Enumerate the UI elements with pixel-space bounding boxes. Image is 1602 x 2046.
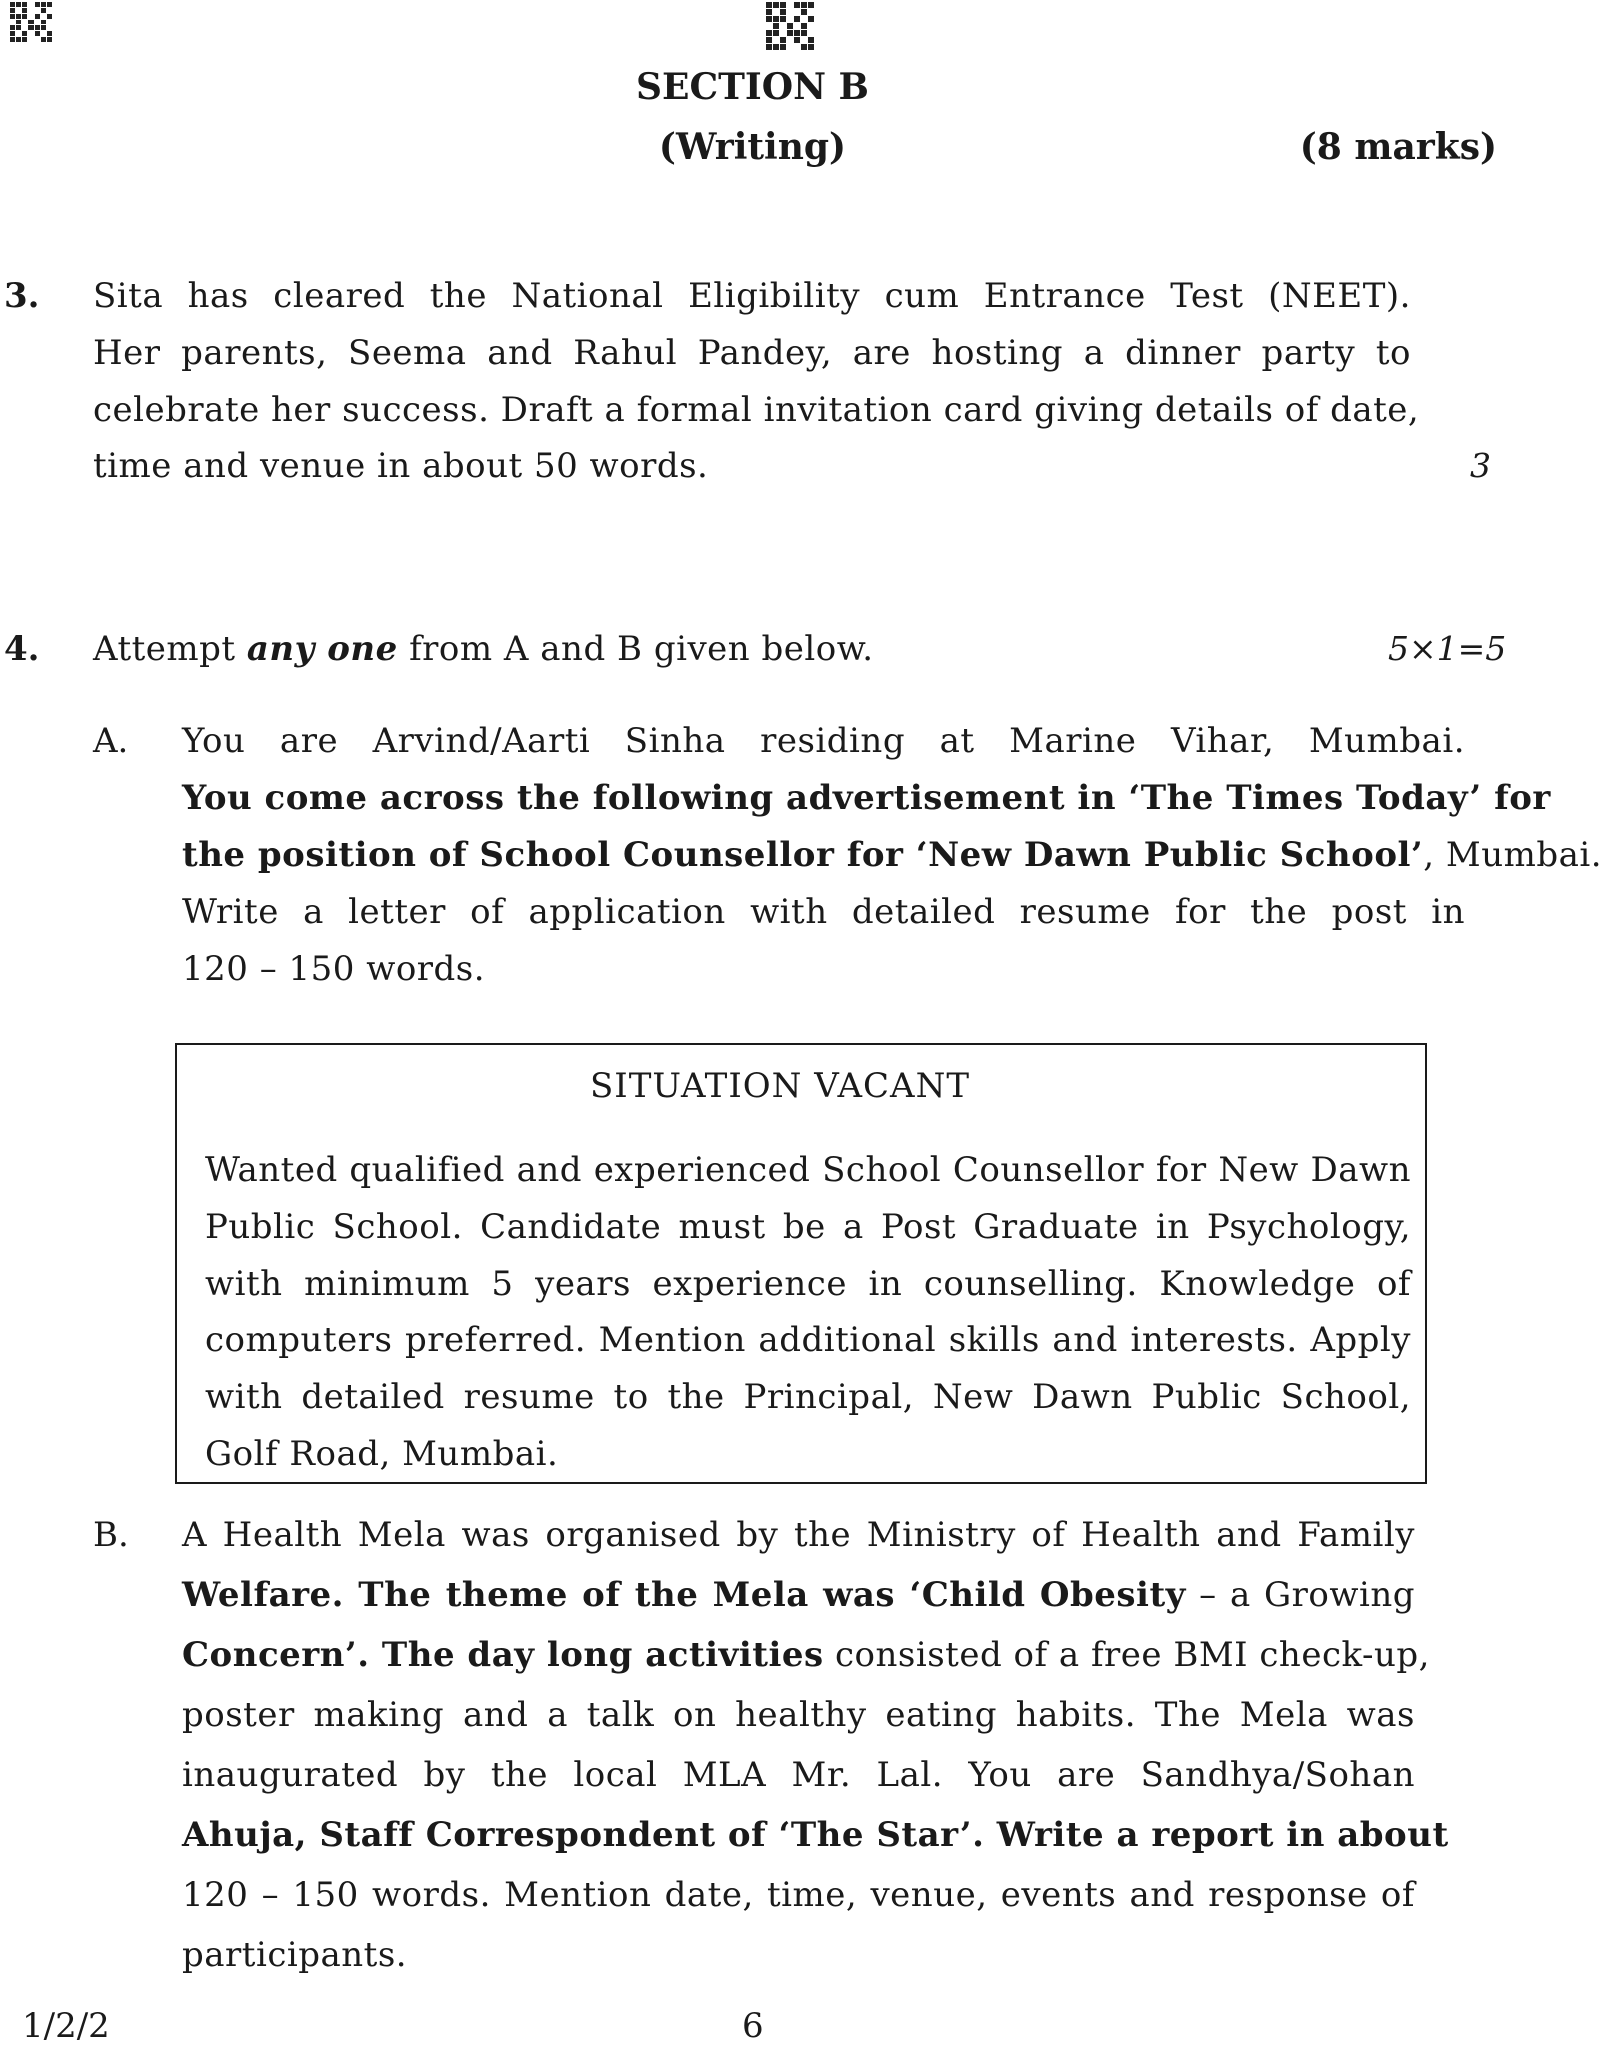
option-b-rest: – a Growing	[1185, 1575, 1415, 1615]
option-a-line	[182, 835, 1602, 875]
option-b-bold: Welfare. The theme of the Mela was ‘Child Obesity	[182, 1575, 1186, 1615]
qr-code-icon	[766, 2, 814, 50]
option-a-line: Write a letter of application with detailed resume for the post in	[182, 892, 1465, 932]
q3-line: Her parents, Seema and Rahul Pandey, are hosting a dinner party to	[93, 333, 1411, 373]
option-b-line: Ahuja, Staff Correspondent of ‘The Star’. Write a report in about	[182, 1815, 1449, 1855]
q4-intro-pre: Attempt	[93, 629, 247, 669]
option-a-line: You come across the following advertisement in ‘The Times Today’ for	[182, 778, 1551, 818]
advertisement-line: Wanted qualified and experienced School Counsellor for New Dawn	[205, 1150, 1411, 1190]
option-b-line: inaugurated by the local MLA Mr. Lal. You are Sandhya/Sohan	[182, 1755, 1415, 1795]
q4-marks: 5×1=5	[1388, 629, 1507, 668]
advertisement-line: Golf Road, Mumbai.	[205, 1434, 559, 1474]
section-subtitle: (Writing)	[658, 126, 847, 168]
q3-line: Sita has cleared the National Eligibility cum Entrance Test (NEET).	[93, 276, 1411, 316]
option-a-line: 120 – 150 words.	[182, 949, 486, 989]
section-title: SECTION B	[636, 66, 869, 108]
qr-code-icon	[10, 2, 52, 42]
advertisement-line: with minimum 5 years experience in counselling. Knowledge of	[205, 1264, 1411, 1304]
option-b-line	[182, 1575, 1415, 1615]
page-number: 6	[742, 2006, 764, 2046]
option-a-bold: the position of School Counsellor for ‘New Dawn Public School’	[182, 835, 1424, 875]
q4-intro-emphasis: any one	[246, 629, 398, 669]
advertisement-line: computers preferred. Mention additional skills and interests. Apply	[205, 1320, 1411, 1360]
q3-line: time and venue in about 50 words.	[93, 446, 709, 486]
option-b-rest: consisted of a free BMI check-up,	[823, 1635, 1430, 1675]
q4-intro-post: from A and B given below.	[397, 629, 874, 669]
option-b-line: poster making and a talk on healthy eating habits. The Mela was	[182, 1695, 1415, 1735]
option-b-line: participants.	[182, 1935, 408, 1975]
option-a-label: A.	[93, 721, 129, 761]
paper-code: 1/2/2	[22, 2006, 110, 2046]
q3-marks: 3	[1470, 446, 1491, 485]
question-number: 3.	[4, 276, 40, 316]
option-a-rest: , Mumbai.	[1423, 835, 1602, 875]
section-marks: (8 marks)	[1299, 126, 1497, 168]
option-a-line: You are Arvind/Aarti Sinha residing at Marine Vihar, Mumbai.	[182, 721, 1465, 761]
question-number: 4.	[4, 629, 40, 669]
advertisement-line: Public School. Candidate must be a Post Graduate in Psychology,	[205, 1207, 1411, 1247]
advertisement-title: SITUATION VACANT	[589, 1066, 971, 1106]
option-b-line	[182, 1635, 1430, 1675]
option-b-line: 120 – 150 words. Mention date, time, venue, events and response of	[182, 1875, 1415, 1915]
option-b-bold: Concern’. The day long activities	[182, 1635, 824, 1675]
option-b-line: A Health Mela was organised by the Ministry of Health and Family	[182, 1515, 1415, 1555]
q4-intro	[93, 629, 874, 669]
q3-line: celebrate her success. Draft a formal invitation card giving details of date,	[93, 390, 1420, 430]
advertisement-line: with detailed resume to the Principal, New Dawn Public School,	[205, 1377, 1411, 1417]
option-b-label: B.	[93, 1515, 129, 1555]
